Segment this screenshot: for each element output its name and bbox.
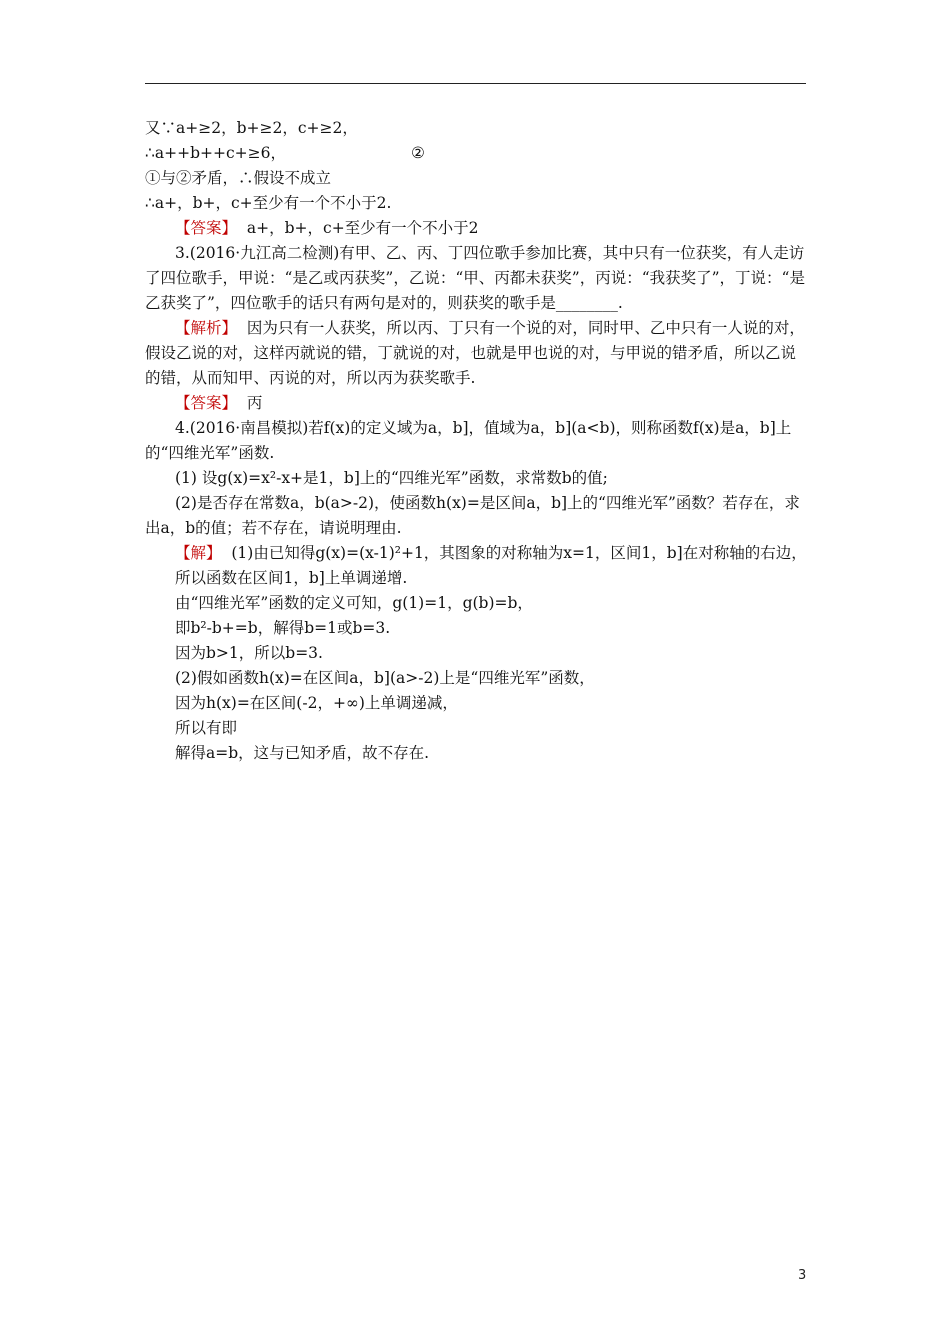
text-line: 又∵a+≥2，b+≥2，c+≥2，	[145, 119, 358, 137]
solution-tag: 【解】	[175, 544, 222, 562]
question-4: 4.(2016·南昌模拟)若f(x)的定义域为a，b]，值域为a，b](a<b)，则称函数f(x)是a，b]上的“四维光军”函数.	[145, 419, 792, 462]
page-content	[145, 116, 810, 766]
solution-line: 即b²-b+=b，解得b=1或b=3.	[175, 619, 391, 637]
solution-line: 所以函数在区间1，b]上单调递增.	[175, 569, 408, 587]
answer-tag: 【答案】	[175, 394, 238, 412]
solution-line: 因为b>1，所以b=3.	[175, 644, 323, 662]
equation-marker: ②	[411, 144, 425, 162]
solution-line: 由“四维光军”函数的定义可知，g(1)=1，g(b)=b，	[175, 594, 533, 612]
question-4-part-1: (1) 设g(x)=x²-x+是1，b]上的“四维光军”函数，求常数b的值;	[175, 469, 608, 487]
page-number: 3	[798, 1268, 807, 1283]
answer-line	[145, 216, 810, 241]
analysis-tag: 【解析】	[175, 319, 238, 337]
answer-text: a+，b+，c+至少有一个不小于2	[246, 219, 479, 237]
header-rule	[145, 83, 806, 84]
answer-tag: 【答案】	[175, 219, 238, 237]
solution-line: 解得a=b，这与已知矛盾，故不存在.	[175, 744, 430, 762]
question-3: 3.(2016·九江高二检测)有甲、乙、丙、丁四位歌手参加比赛，其中只有一位获奖，有人走访了四位歌手，甲说：“是乙或丙获奖”，乙说：“甲、丙都未获奖”，丙说：“我获奖了”，丁说：“是乙获奖了”，四位歌手的话只有两句是对的，则获奖的歌手是________.	[145, 244, 805, 312]
analysis-text: 因为只有一人获奖，所以丙、丁只有一个说的对，同时甲、乙中只有一人说的对，假设乙说的对，这样丙就说的错，丁就说的对，也就是甲也说的对，与甲说的错矛盾，所以乙说的错，从而知甲、丙说的对，所以丙为获奖歌手.	[145, 319, 805, 387]
answer-line	[145, 391, 810, 416]
answer-text: 丙	[246, 394, 263, 412]
question-4-part-2: (2)是否存在常数a，b(a>-2)，使函数h(x)=是区间a，b]上的“四维光军”函数？若存在，求出a，b的值；若不存在，请说明理由.	[145, 494, 800, 537]
text-line: ①与②矛盾，∴假设不成立	[145, 169, 332, 187]
inequality-sum: ∴a++b++c+≥6，	[145, 144, 286, 162]
solution-text: (1)由已知得g(x)=(x-1)²+1，其图象的对称轴为x=1，区间1，b]在对称轴的右边，	[231, 544, 807, 562]
solution-line: 因为h(x)=在区间(-2，+∞)上单调递减，	[175, 694, 458, 712]
analysis-paragraph	[145, 316, 810, 391]
solution-line: 所以有即	[175, 719, 238, 737]
solution-paragraph	[145, 541, 810, 566]
solution-line: (2)假如函数h(x)=在区间a，b](a>-2)上是“四维光军”函数，	[175, 669, 595, 687]
text-line: ∴a+，b+，c+至少有一个不小于2.	[145, 194, 392, 212]
text-line	[145, 141, 810, 166]
